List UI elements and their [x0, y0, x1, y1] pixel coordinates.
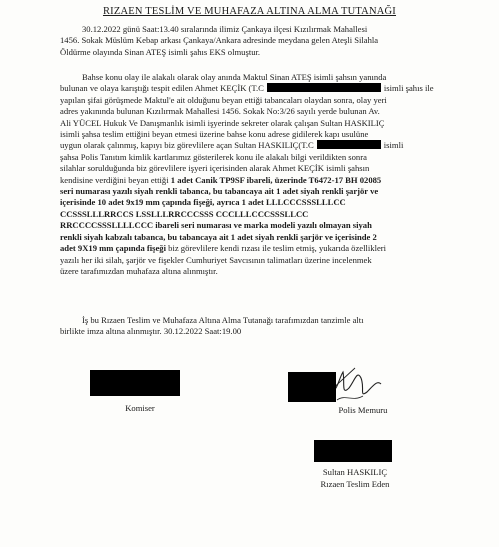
text-line: şahsa Polis Tanıtım kimlik kartlarımız gösterilerek konu ile alakalı bilgi verildikten sonra — [60, 151, 367, 162]
text-line-bold: adet 9X19 mm çapında fişeği — [60, 243, 166, 254]
text-line: üzere tarafımızdan muhafaza altına alınmıştır. — [60, 265, 218, 276]
text-line: Ali YÜCEL Hukuk Ve Danışmanlık isimli işyerinde sekreter olarak çalışan Sultan HASKILIÇ — [60, 117, 385, 128]
text-line-bold: içerisinde 10 adet 9x19 mm çapında fişeği, ayrıca 1 adet LLLCCCSSSLLLCC — [60, 197, 346, 208]
text-line: uygun olarak çalınmış, kapıyı biz görevlilere açan Sultan HASKILIÇ(T.C — [60, 140, 314, 151]
text-line: yapılan şifai görüşmede Maktul'e ait olduğunu beyan ettiği tabancaları olaydan sonra, olay yeri — [60, 94, 387, 105]
text-line: Öldürme olayında Sinan ATEŞ isimli şahıs EKS olmuştur. — [60, 46, 261, 57]
paragraph-closing — [60, 315, 466, 338]
text-line-bold: renkli siyah kabzalı tabanca, bu tabancaya ait 1 adet siyah renkli şarjör ve içerisinde 2 — [60, 231, 377, 242]
text-line-bold: RRCCCCSSSLLLLCCC ibareli seri numarası ve marka modeli yazılı olmayan siyah — [60, 220, 372, 231]
signature-label-polis-memuru: Polis Memuru — [338, 405, 388, 415]
text-line: bulunan ve olaya karıştığı tespit edilen Ahmet KEÇİK (T.C — [60, 83, 264, 94]
redacted-signature-right — [288, 372, 336, 402]
text-line: kendisine verdiğini beyan ettiği — [60, 174, 171, 185]
signatory-name: Sultan HASKILIÇ — [322, 467, 388, 477]
text-line: isimli şahsa teslim ettiğini beyan etmesi üzerine bahse konu adrese gidilerek kapı usulüne — [60, 129, 369, 140]
text-line: isimli şahıs ile — [383, 83, 434, 94]
signatory-role: Rızaen Teslim Eden — [320, 479, 390, 489]
text-line: silahlar sorulduğunda biz görevlilere işyeri içerisinden alarak Ahmet KEÇİK isimli şahsın — [60, 163, 370, 174]
paragraph-incident — [60, 24, 466, 58]
text-line: İş bu Rızaen Teslim ve Muhafaza Altına Alma Tutanağı tarafımızdan tanzimle altı — [82, 315, 364, 325]
paragraph-statement — [60, 72, 466, 277]
document-title: RIZAEN TESLİM VE MUHAFAZA ALTINA ALMA TUTANAĞI — [102, 6, 397, 17]
text-line: birlikte imza altına alınmıştır. 30.12.2022 Saat:19.00 — [60, 326, 242, 337]
text-line: Bahse konu olay ile alakalı olarak olay anında Maktul Sinan ATEŞ isimli şahsın yanında — [82, 72, 387, 82]
signatory-block — [300, 466, 410, 490]
redacted-signature-bottom — [314, 440, 392, 462]
text-line: biz görevlilere kendi rızası ile teslim etmiş, yukarıda özellikleri — [166, 243, 387, 254]
text-line-bold: 1 adet Canik TP9SF ibareli, üzerinde T6472-17 BH 02085 — [170, 174, 382, 185]
text-line: 30.12.2022 günü Saat:13.40 sıralarında ilimiz Çankaya ilçesi Kızılırmak Mahallesi — [82, 24, 368, 34]
text-line-bold: seri numarası yazılı siyah renkli tabanca, bu tabancaya ait 1 adet siyah renkli şarjör ve — [60, 186, 379, 197]
redaction-block — [267, 83, 381, 92]
text-line: isimli — [383, 140, 404, 151]
text-line: adres yakınında bulunan Kızılırmak Mahallesi 1456. Sokak No:3/26 sayılı yerde bulunan Av. — [60, 106, 380, 117]
text-line: 1456. Sokak Müslüm Kebap arkası Çankaya/Ankara adresinde meydana gelen Ateşli Silahla — [60, 35, 379, 46]
redacted-signature-left — [90, 370, 180, 396]
text-line: yazılı her iki silah, şarjör ve fişekler Cumhuriyet Savcısının talimatları üzerine incelenmek — [60, 254, 372, 265]
redaction-block — [317, 140, 381, 149]
text-line-bold: CCSSSLLLRRCCS LSSLLLRRCCCSSS CCCLLLCCCSSSLLCC — [60, 208, 309, 219]
signature-label-komiser: Komiser — [125, 403, 155, 413]
